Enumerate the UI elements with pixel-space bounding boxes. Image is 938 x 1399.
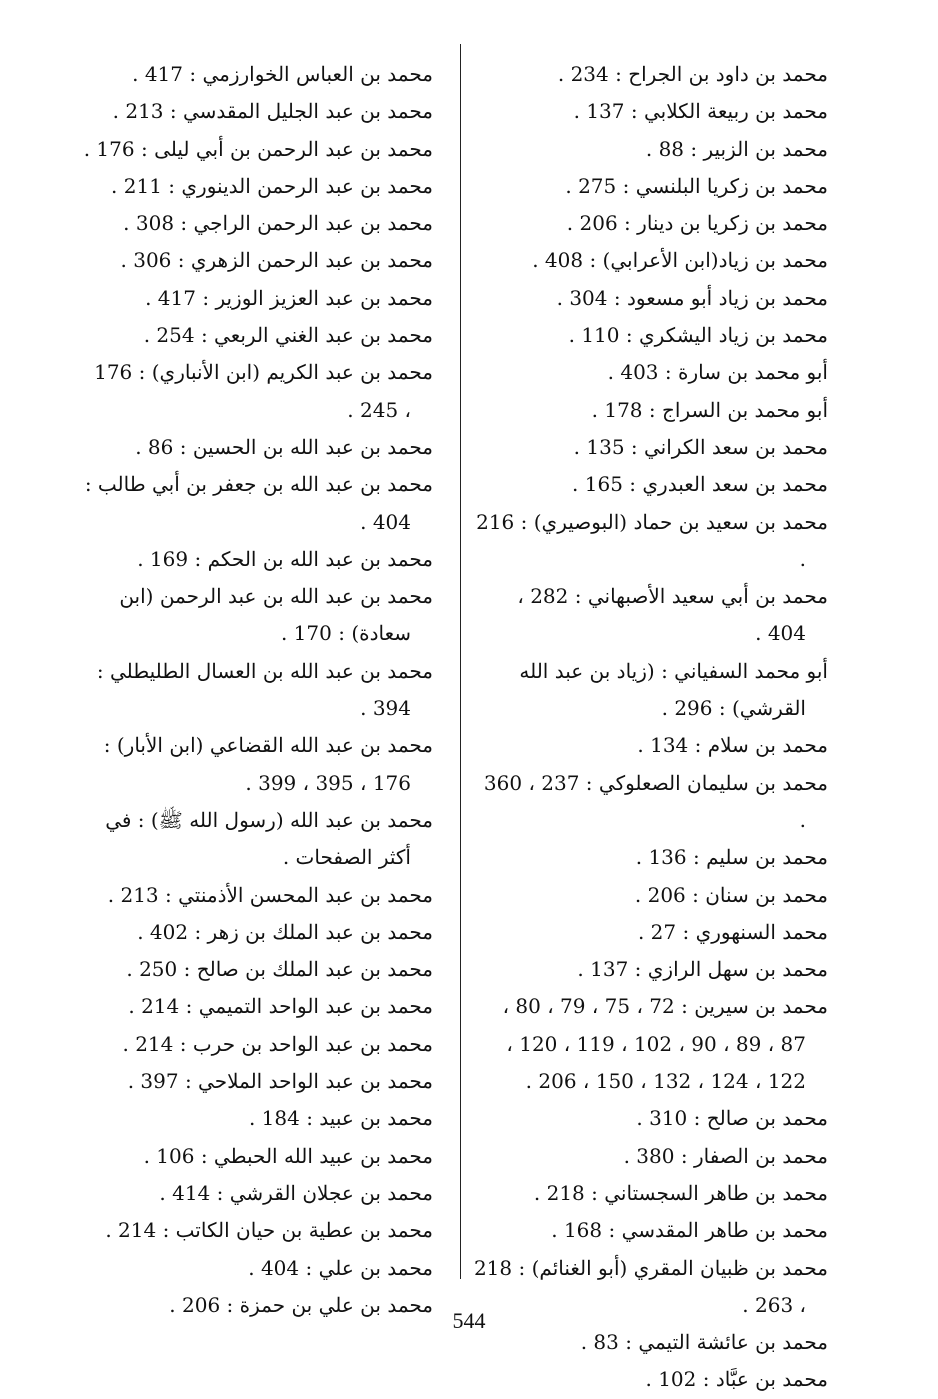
index-entry: أبو محمد السفياني : (زياد بن عبد الله القرشي) : 296 .: [519, 658, 828, 721]
index-entry: أبو محمد بن السراج : 178 .: [591, 397, 828, 422]
index-entry: محمد بن عبد الواحد التميمي : 214 .: [128, 994, 433, 1019]
index-entry: محمد بن طاهر المقدسي : 168 .: [551, 1218, 828, 1243]
index-entry: محمد بن عائشة التيمي : 83 .: [580, 1330, 828, 1355]
index-entry: محمد بن عبَّاد : 102 .: [645, 1367, 828, 1392]
index-entry: محمد بن عبد الرحمن الزهري : 306 .: [120, 248, 433, 273]
index-entry: أبو محمد بن سارة : 403 .: [607, 360, 828, 385]
index-entry: محمد بن عبيد الله الحبطي : 106 .: [143, 1143, 433, 1168]
index-entry: محمد بن سعد العبدري : 165 .: [572, 472, 828, 497]
index-entry: محمد بن زكريا البلنسي : 275 .: [565, 173, 828, 198]
index-entry: محمد بن عبد الرحمن الدينوري : 211 .: [111, 173, 433, 198]
index-entry: محمد بن الزبير : 88 .: [645, 136, 828, 161]
index-entry: محمد بن زياد أبو مسعود : 304 .: [556, 285, 828, 310]
index-entry: محمد بن عبد الله بن الحكم : 169 .: [137, 546, 433, 571]
index-entry: محمد بن ظبيان المقري (أبو الغنائم) : 218 ، 263 .: [473, 1255, 828, 1317]
index-entry: محمد بن عبد الرحمن الراجي : 308 .: [123, 211, 433, 236]
index-entry: محمد بن عبد العزيز الوزير : 417 .: [145, 285, 433, 310]
index-entry: محمد بن سعيد بن حماد (البوصيري) : 216 .: [476, 509, 828, 571]
index-entry: محمد بن طاهر السجستاني : 218 .: [533, 1180, 828, 1205]
index-entry: محمد بن عبد المحسن الأذمنتي : 213 .: [107, 882, 433, 907]
index-entry: محمد بن عبد الملك بن زهر : 402 .: [137, 919, 433, 944]
index-entry: محمد بن عطية بن حيان الكاتب : 214 .: [105, 1218, 433, 1243]
index-entry: محمد بن زياد اليشكري : 110 .: [568, 323, 828, 348]
index-column-left: [83, 56, 433, 1324]
index-entry: محمد بن الصفار : 380 .: [623, 1143, 828, 1168]
index-entry: محمد بن داود بن الجراح : 234 .: [557, 62, 828, 86]
index-entry: محمد بن سيرين : 72 ، 75 ، 79 ، 80 ، 87 ، 89 ، 90 ، 102 ، 119 ، 120 ، 122 ، 124 ، 132 ، 150 ، 206 .: [502, 994, 828, 1094]
index-entry: محمد بن عبيد : 184 .: [248, 1106, 433, 1131]
index-entry: محمد بن عبد الله بن الحسين : 86 .: [135, 434, 433, 459]
index-entry: محمد بن سلام : 134 .: [637, 733, 828, 758]
column-divider: [460, 44, 461, 1279]
index-entry: محمد بن عبد الله بن عبد الرحمن (ابن سعادة) : 170 .: [119, 584, 433, 646]
index-entry: محمد بن عبد الرحمن بن أبي ليلى : 176 .: [83, 136, 433, 161]
index-entry: محمد بن أبي سعيد الأصبهاني : 282 ، 404 .: [517, 584, 828, 646]
index-entry: محمد بن زياد(ابن الأعرابي) : 408 .: [532, 248, 828, 273]
index-entry: محمد بن عبد الكريم (ابن الأنباري) : 176 ، 245 .: [94, 360, 433, 422]
index-entry: محمد بن علي : 404 .: [248, 1255, 433, 1280]
page-number: 544: [452, 1308, 486, 1333]
index-entry: محمد بن عبد الله (رسول الله ﷺ) : في أكثر الصفحات .: [105, 807, 433, 870]
index-entry: محمد بن سليمان الصعلوكي : 237 ، 360 .: [483, 770, 828, 832]
index-entry: محمد بن علي بن حمزة : 206 .: [169, 1292, 433, 1317]
index-entry: محمد بن زكريا بن دينار : 206 .: [566, 211, 828, 236]
index-entry: محمد السنهوري : 27 .: [637, 919, 828, 944]
index-entry: محمد بن صالح : 310 .: [636, 1106, 828, 1131]
index-entry: محمد بن سعد الكراني : 135 .: [573, 434, 828, 459]
index-entry: محمد بن عبد الله بن العسال الطليطلي : 394 .: [96, 658, 433, 721]
index-entry: محمد بن سنان : 206 .: [634, 882, 828, 907]
index-entry: محمد بن العباس الخوارزمي : 417 .: [132, 62, 433, 86]
index-entry: محمد بن عبد الواحد بن حرب : 214 .: [122, 1031, 433, 1056]
index-entry: محمد بن سليم : 136 .: [635, 845, 828, 870]
index-entry: محمد بن ربيعة الكلابي : 137 .: [573, 99, 828, 124]
index-entry: محمد بن عبد الواحد الملاحي : 397 .: [127, 1069, 433, 1094]
index-entry: محمد بن عبد الله القضاعي (ابن الأبار) : 176 ، 395 ، 399 .: [103, 733, 433, 795]
index-entry: محمد بن عبد الجليل المقدسي : 213 .: [112, 99, 433, 124]
index-entry: محمد بن عبد الله بن جعفر بن أبي طالب : 404 .: [84, 472, 433, 534]
index-entry: محمد بن عجلان القرشي : 414 .: [159, 1180, 433, 1205]
index-entry: محمد بن عبد الملك بن صالح : 250 .: [126, 957, 433, 982]
index-column-right: [473, 56, 828, 1399]
index-entry: محمد بن سهل الرازي : 137 .: [577, 957, 828, 982]
index-entry: محمد بن عبد الغني الربعي : 254 .: [143, 323, 433, 348]
